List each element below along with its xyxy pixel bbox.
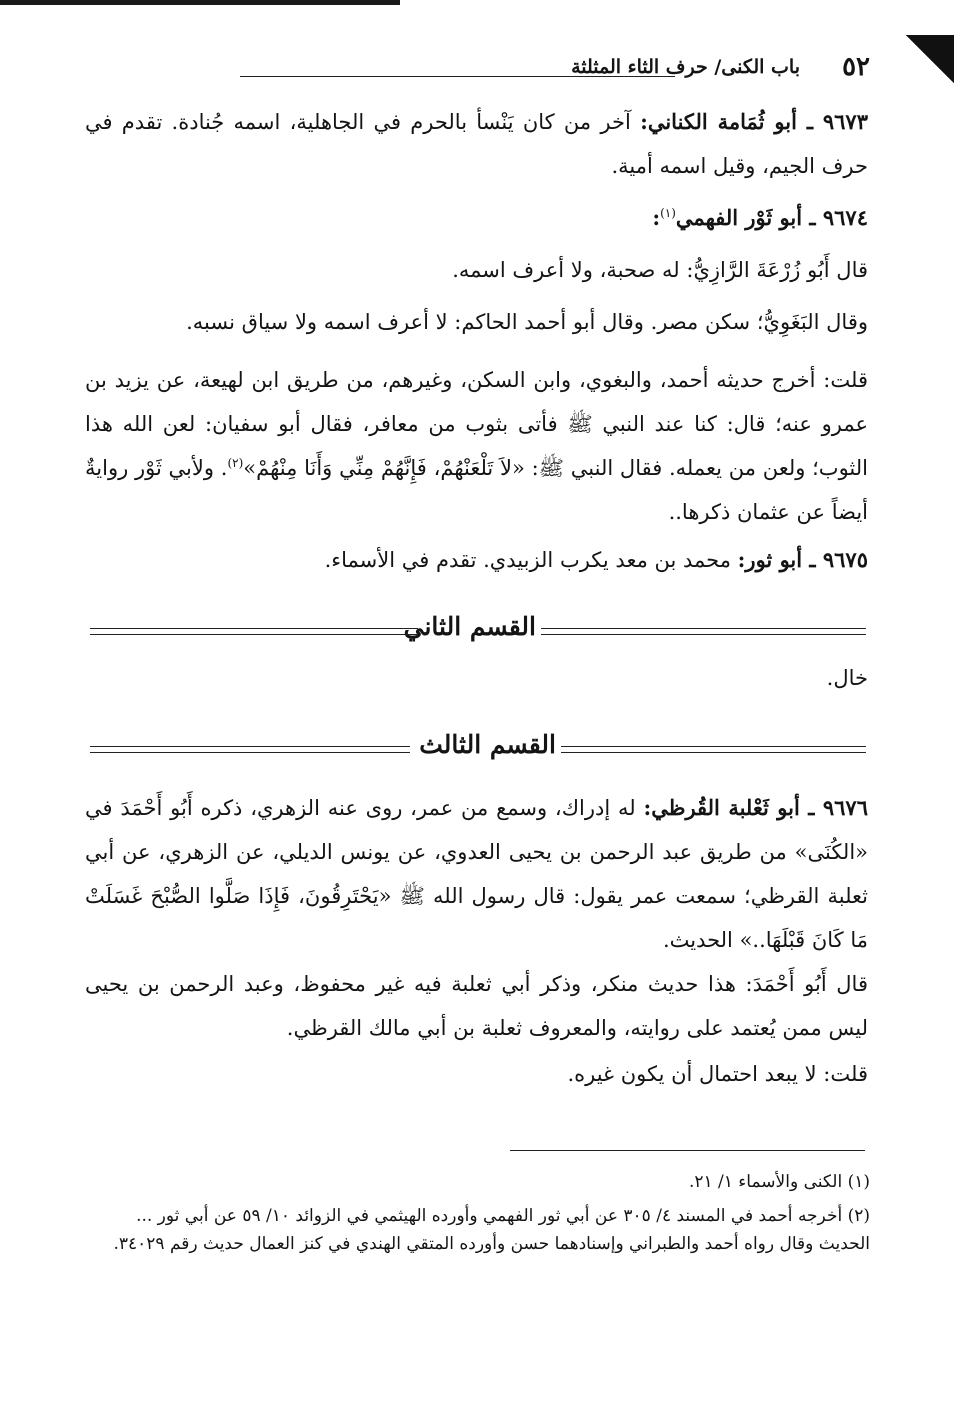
entry-9676-body: له إدراك، وسمع من عمر، روى عنه الزهري، ذكره أَبُو أَحْمَدَ في «الكُنَى» من طريق عبد الرحمن بن يحيى العدوي، عن يونس الديلي، عن الزهري، عن أبي ثعلبة القرظي؛ سمعت عمر يقول: قال رسول الله ﷺ «يَحْتَرِقُونَ، فَإِذَا صَلَّوا الصُّبْحَ غَسَلَتْ مَا كَانَ قَبْلَهَا..» الحديث. — [85, 796, 868, 952]
section-two-rule-left — [90, 628, 418, 635]
entry-9676-head: ٩٦٧٦ ـ أبو ثَعْلبة القُرظي: — [643, 795, 868, 820]
entry-9674-para-3-end: . ولأبي ثَوْر روايةٌ أيضاً عن عثمان ذكرها.. — [85, 456, 868, 524]
footnote-1: (١) الكنى والأسماء ١/ ٢١. — [688, 1172, 870, 1192]
section-two-rule-right — [541, 628, 866, 635]
section-three-heading — [90, 730, 866, 770]
section-three-rule-left — [90, 746, 410, 753]
entry-9674-para-3 — [85, 358, 868, 534]
entry-9675 — [85, 538, 868, 582]
header-title: باب الكنى/ حرف الثاء المثلثة — [571, 56, 800, 78]
entry-9673 — [85, 100, 868, 188]
section-two-body: خال. — [826, 666, 868, 690]
entry-9674-para-2: وقال البَغَوِيُّ؛ سكن مصر. وقال أبو أحمد الحاكم: لا أعرف اسمه ولا سياق نسبه. — [186, 310, 868, 334]
footnote-2: (٢) أخرجه أحمد في المسند ٤/ ٣٠٥ عن أبي ثور الفهمي وأورده الهيثمي في الزوائد ١٠/ ٥٩ عن أبي ثور ... الحديث وقال رواه أحمد والطبراني وإسنادهما حسن وأورده المتقي الهندي في كنز العمال حديث رقم ٣٤٠٢٩. — [113, 1206, 870, 1254]
section-two-title: القسم الثاني — [403, 612, 536, 641]
entry-9676 — [85, 786, 868, 962]
section-three-rule-right — [561, 746, 866, 753]
entry-9674-para-3-text: قلت: أخرج حديثه أحمد، والبغوي، وابن السكن، وغيرهم، من طريق ابن لهيعة، عن يزيد بن عمرو عنه؛ قال: كنا عند النبي ﷺ فأتى بثوب من معافر، فقال أبو سفيان: لعن الله هذا الثوب؛ ولعن من يعمله. فقال النبي ﷺ: «لاَ تَلْعَنْهُمْ، فَإِنَّهُمْ مِنِّي وَأَنَا مِنْهُمْ» — [85, 368, 868, 480]
running-header — [80, 52, 870, 82]
header-rule — [240, 76, 675, 77]
entry-9673-head: ٩٦٧٣ ـ أبو ثُمَامة الكناني: — [640, 109, 868, 134]
footnote-ref-1: (١) — [660, 206, 676, 220]
entry-9675-head: ٩٦٧٥ ـ أبو ثور: — [737, 547, 868, 572]
footnote-ref-2: (٢) — [227, 456, 244, 470]
entry-9674 — [85, 196, 868, 240]
page-corner-mark — [906, 35, 954, 83]
entry-9674-para-1: قال أَبُو زُرْعَةَ الرَّازِيُّ: له صحبة، ولا أعرف اسمه. — [452, 258, 868, 282]
entry-9675-body: محمد بن معد يكرب الزبيدي. تقدم في الأسماء. — [324, 548, 731, 572]
entry-9673-body: آخر من كان يَنْسأ بالحرم في الجاهلية، اسمه جُنادة. تقدم في حرف الجيم، وقيل اسمه أمية. — [85, 110, 868, 178]
section-three-title: القسم الثالث — [419, 730, 556, 759]
footnote-rule — [510, 1150, 865, 1151]
page-number: ٥٢ — [842, 52, 870, 82]
entry-9674-colon: : — [652, 205, 661, 230]
section-two-heading — [90, 612, 866, 652]
top-edge-rule — [0, 0, 400, 5]
entry-9676-para-2: قال أَبُو أَحْمَدَ: هذا حديث منكر، وذكر أبي ثعلبة فيه غير محفوظ، وعبد الرحمن بن يحيى ليس ممن يُعتمد على روايته، والمعروف ثعلبة بن أبي مالك القرظي. — [85, 972, 868, 1040]
entry-9674-head: ٩٦٧٤ ـ أبو ثَوْر الفهمي — [675, 205, 868, 230]
entry-9676-para-3: قلت: لا يبعد احتمال أن يكون غيره. — [567, 1062, 868, 1086]
